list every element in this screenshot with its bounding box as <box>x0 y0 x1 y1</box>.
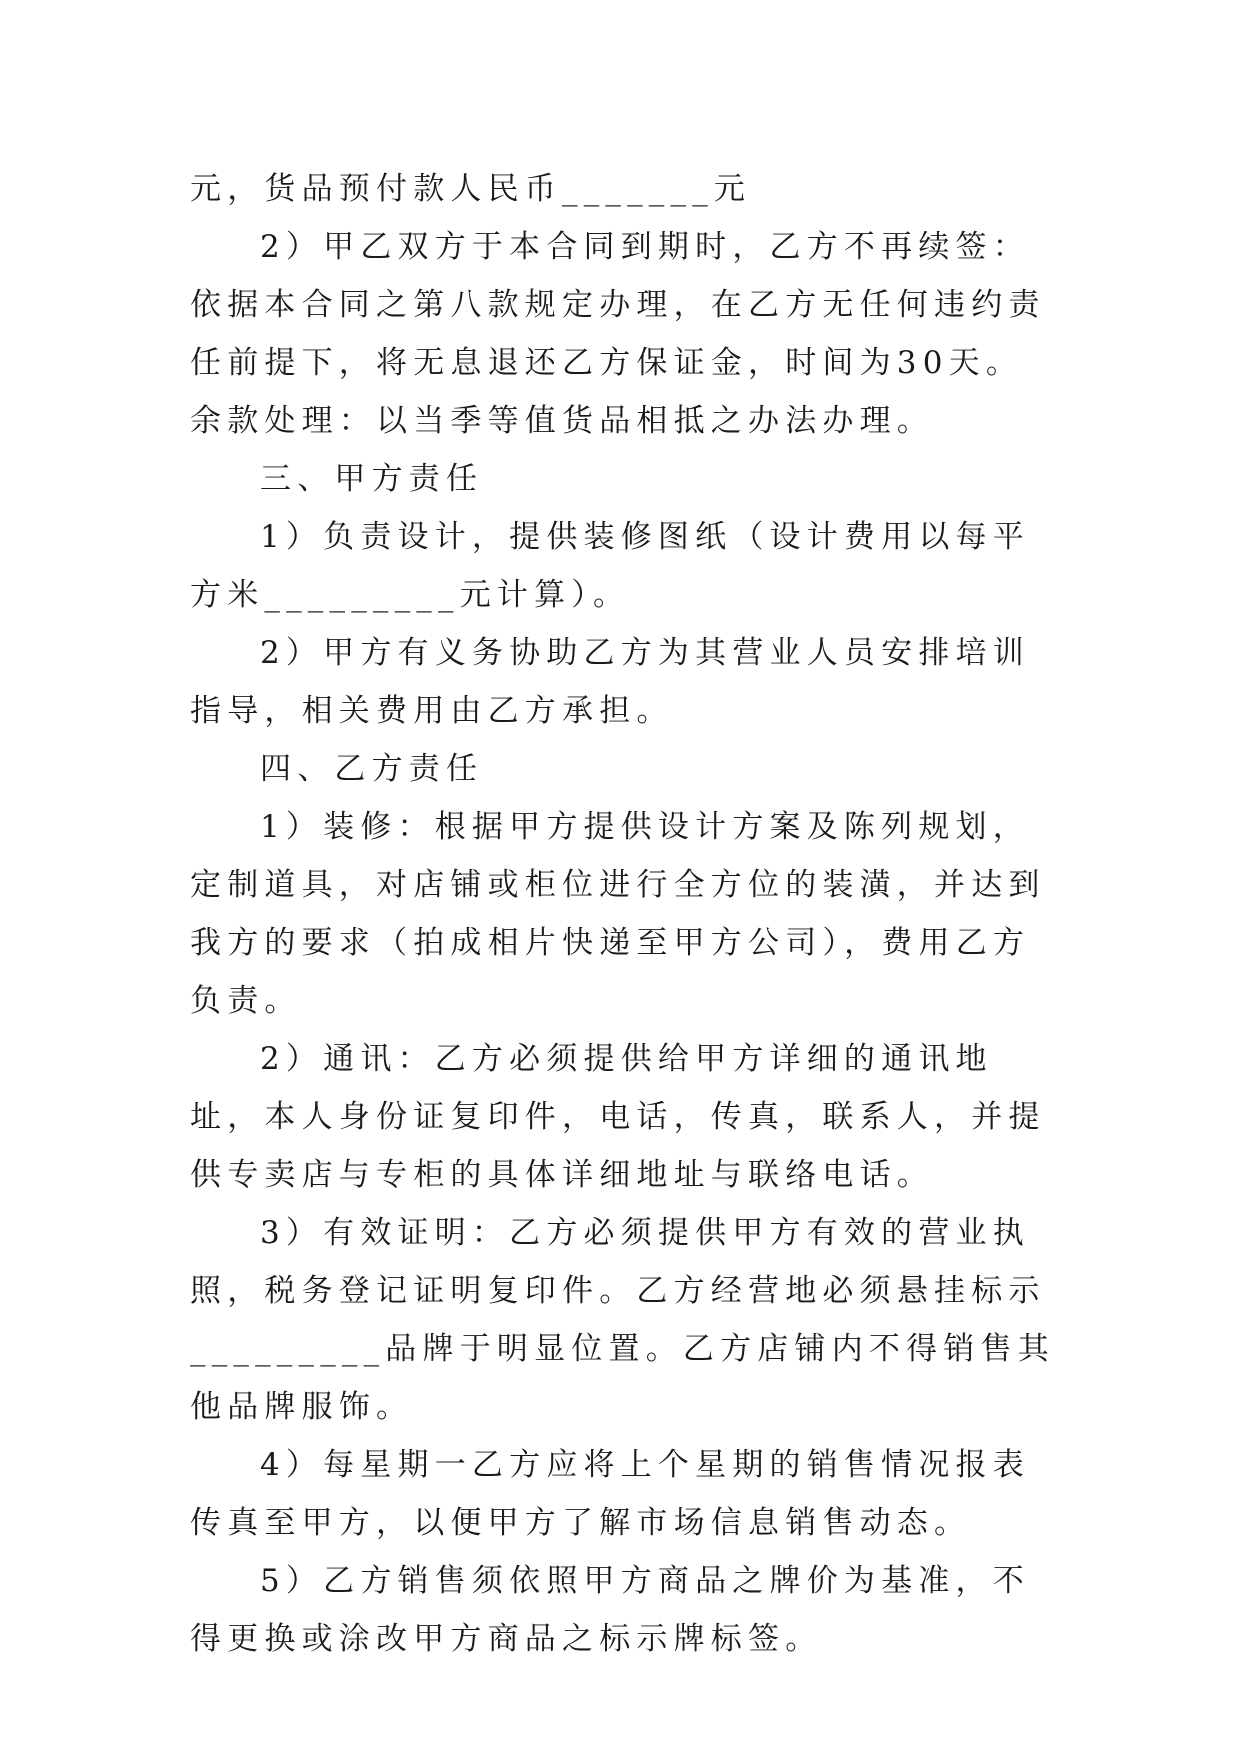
paragraph-communication: 2）通讯：乙方必须提供给甲方详细的通讯地址，本人身份证复印件，电话，传真，联系人，并提供专卖店与专柜的具体详细地址与联络电话。 <box>190 1041 1046 1193</box>
section-heading-party-b-duties: 四、乙方责任 <box>260 751 484 787</box>
paragraph-prepayment: 元，货品预付款人民币_______元 <box>190 171 752 207</box>
paragraph-decoration: 1）装修：根据甲方提供设计方案及陈列规划，定制道具，对店铺或柜位进行全方位的装潢，并达到我方的要求（拍成相片快递至甲方公司），费用乙方负责。 <box>190 809 1046 1019</box>
paragraph-design-duty: 1）负责设计，提供装修图纸（设计费用以每平方米_________元计算）。 <box>190 519 1030 613</box>
section-heading-party-a-duties: 三、甲方责任 <box>260 461 484 497</box>
paragraph-contract-expiry: 2）甲乙双方于本合同到期时，乙方不再续签：依据本合同之第八款规定办理，在乙方无任何违约责任前提下，将无息退还乙方保证金，时间为30天。余款处理：以当季等值货品相抵之办法办理。 <box>190 229 1046 439</box>
paragraph-pricing: 5）乙方销售须依照甲方商品之牌价为基准，不得更换或涂改甲方商品之标示牌标签。 <box>190 1563 1030 1657</box>
paragraph-training-duty: 2）甲方有义务协助乙方为其营业人员安排培训指导，相关费用由乙方承担。 <box>190 635 1030 729</box>
paragraph-weekly-report: 4）每星期一乙方应将上个星期的销售情况报表传真至甲方，以便甲方了解市场信息销售动态。 <box>190 1447 1030 1541</box>
paragraph-valid-certificates: 3）有效证明：乙方必须提供甲方有效的营业执照，税务登记证明复印件。乙方经营地必须悬挂标示_________品牌于明显位置。乙方店铺内不得销售其他品牌服饰。 <box>190 1215 1055 1425</box>
document-body <box>190 160 1056 1668</box>
